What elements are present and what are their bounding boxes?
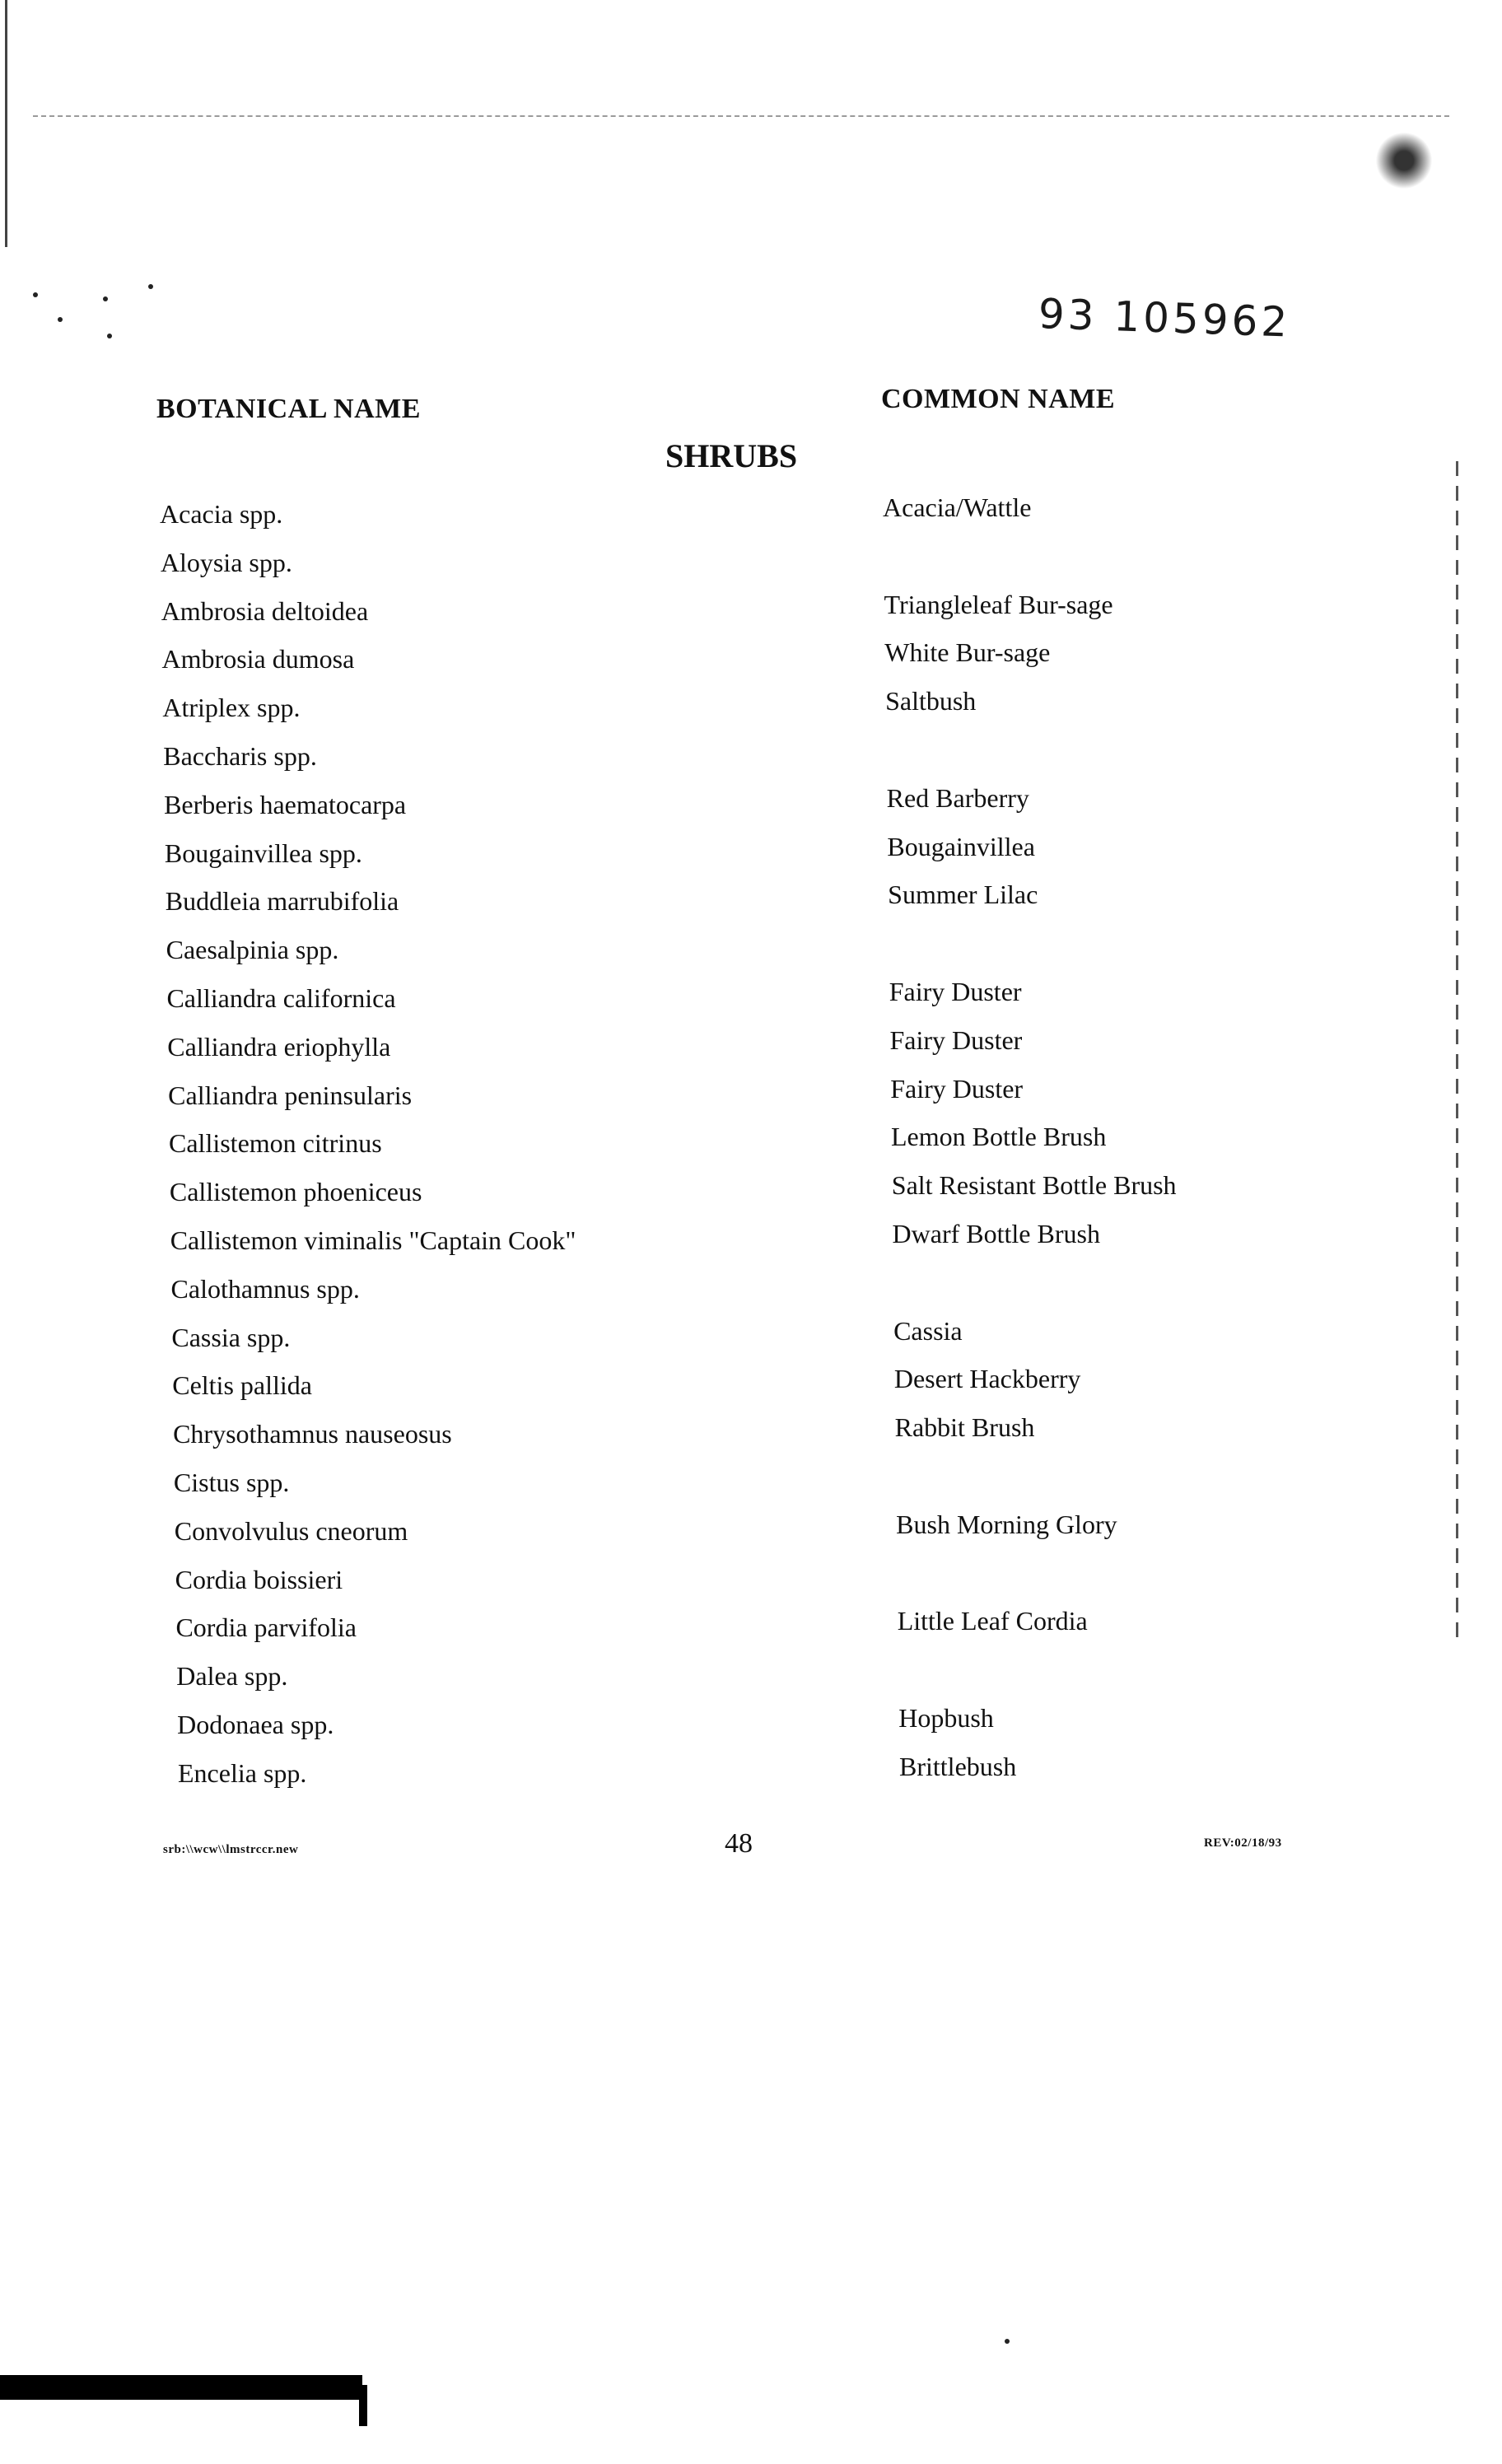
table-row <box>0 1315 1502 1362</box>
header-botanical-name: BOTANICAL NAME <box>156 394 421 424</box>
botanical-name: Cistus spp. <box>173 1468 290 1497</box>
common-name: Brittlebush <box>899 1751 1017 1781</box>
common-name: Triangleleaf Bur-sage <box>884 589 1113 619</box>
botanical-name: Calliandra eriophylla <box>167 1031 391 1062</box>
table-row <box>0 831 1502 878</box>
footer-file-path: srb:\\wcw\\lmstrccr.new <box>163 1843 299 1856</box>
table-row <box>0 1751 1502 1798</box>
table-row <box>0 1659 1502 1701</box>
common-name: Lemon Bottle Brush <box>891 1122 1107 1152</box>
table-row <box>0 1024 1502 1071</box>
common-name: Summer Lilac <box>888 880 1038 910</box>
page-number: 48 <box>725 1828 753 1859</box>
footer-revision: REV:02/18/93 <box>1204 1836 1282 1850</box>
table-row <box>0 1509 1502 1556</box>
common-name: Dwarf Bottle Brush <box>892 1219 1100 1248</box>
botanical-name: Callistemon citrinus <box>169 1128 382 1159</box>
botanical-name: Buddleia marrubifolia <box>165 886 399 917</box>
botanical-name: Bougainvillea spp. <box>164 838 362 868</box>
table-row <box>0 1170 1502 1216</box>
table-row <box>0 933 1502 974</box>
common-name: Rabbit Brush <box>894 1412 1035 1443</box>
table-row <box>0 546 1502 587</box>
common-name: Desert Hackberry <box>893 1364 1081 1394</box>
document-number: 93 105962 <box>1037 290 1292 347</box>
botanical-name: Atriplex spp. <box>162 693 301 723</box>
botanical-name: Encelia spp. <box>178 1757 307 1788</box>
common-name: Fairy Duster <box>890 1073 1024 1104</box>
botanical-name: Celtis pallida <box>172 1370 312 1401</box>
botanical-name: Dalea spp. <box>176 1661 288 1692</box>
common-name: Bush Morning Glory <box>896 1509 1117 1539</box>
botanical-name: Callistemon viminalis "Captain Cook" <box>170 1225 576 1255</box>
common-name: Hopbush <box>898 1703 994 1733</box>
botanical-name: Ambrosia deltoidea <box>161 595 369 626</box>
botanical-name: Dodonaea spp. <box>177 1710 334 1739</box>
table-row <box>0 1606 1502 1652</box>
botanical-name: Berberis haematocarpa <box>164 789 407 819</box>
table-row <box>0 1272 1502 1314</box>
botanical-name: Convolvulus cneorum <box>174 1515 408 1546</box>
table-row <box>0 1364 1502 1410</box>
botanical-name: Chrysothamnus nauseosus <box>173 1419 452 1449</box>
botanical-name: Cordia boissieri <box>175 1564 343 1594</box>
table-row <box>0 637 1502 684</box>
botanical-name: Cassia spp. <box>171 1322 291 1352</box>
botanical-name: Calliandra peninsularis <box>168 1080 413 1110</box>
common-name: White Bur-sage <box>884 637 1051 668</box>
common-name: Fairy Duster <box>889 1024 1023 1055</box>
common-name: Red Barberry <box>886 782 1029 813</box>
header-common-name: COMMON NAME <box>881 384 1116 414</box>
table-row <box>0 686 1502 732</box>
botanical-name: Acacia spp. <box>160 499 283 529</box>
table-row <box>0 1466 1502 1507</box>
botanical-name: Calliandra californica <box>166 983 396 1013</box>
botanical-name: Ambrosia dumosa <box>161 644 355 674</box>
common-name: Cassia <box>893 1315 963 1346</box>
botanical-name: Baccharis spp. <box>163 741 317 771</box>
botanical-name: Caesalpinia spp. <box>166 935 339 965</box>
table-row <box>0 977 1502 1023</box>
common-name: Fairy Duster <box>889 977 1022 1006</box>
table-row <box>0 589 1502 636</box>
common-name: Little Leaf Cordia <box>897 1606 1088 1636</box>
botanical-name: Calothamnus spp. <box>170 1273 360 1304</box>
table-row <box>0 492 1502 539</box>
table-row <box>0 1073 1502 1120</box>
table-row <box>0 782 1502 829</box>
common-name: Salt Resistant Bottle Brush <box>891 1170 1177 1201</box>
table-row <box>0 1703 1502 1749</box>
table-row <box>0 1122 1502 1168</box>
table-row <box>0 1412 1502 1458</box>
table-row <box>0 740 1502 781</box>
botanical-name: Cordia parvifolia <box>175 1612 357 1643</box>
common-name: Acacia/Wattle <box>883 492 1032 522</box>
table-row <box>0 1219 1502 1265</box>
common-name: Saltbush <box>885 686 977 716</box>
botanical-name: Aloysia spp. <box>160 547 292 577</box>
botanical-name: Callistemon phoeniceus <box>169 1177 422 1207</box>
table-row <box>0 880 1502 926</box>
table-row <box>0 1563 1502 1604</box>
section-title: SHRUBS <box>665 437 798 474</box>
common-name: Bougainvillea <box>887 831 1035 861</box>
